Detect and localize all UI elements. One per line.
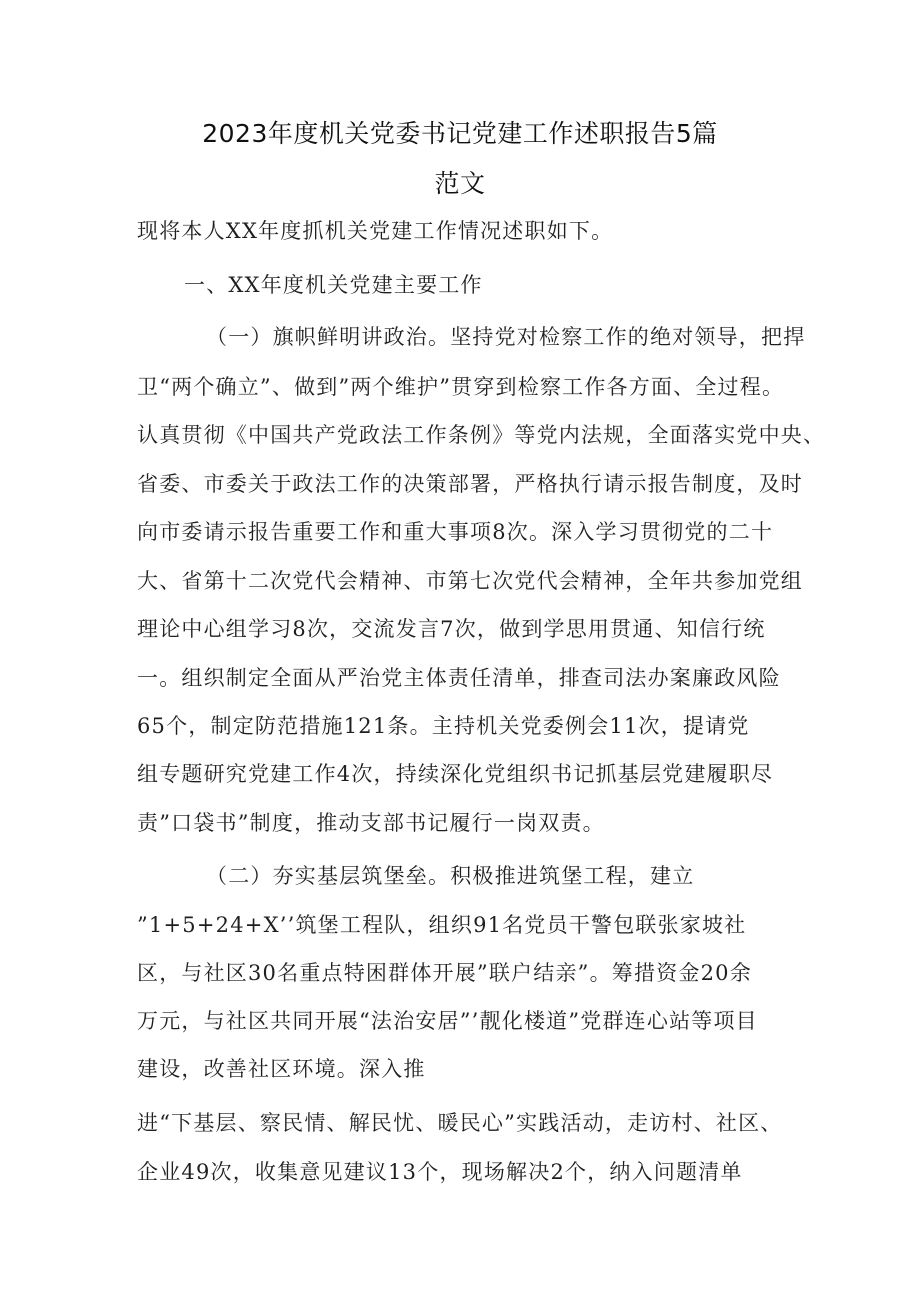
paragraph-line: 卫“两个确立”、做到”两个维护”贯穿到检察工作各方面、全过程。 bbox=[137, 375, 785, 399]
paragraph-line: 一。组织制定全面从严治党主体责任清单，排查司法办案廉政风险 bbox=[137, 666, 781, 690]
paragraph-line: 向市委请示报告重要工作和重大事项8次。深入学习贯彻党的二十 bbox=[137, 520, 774, 544]
paragraph-line: 责”口袋书”制度，推动支部书记履行一岗双责。 bbox=[137, 811, 605, 835]
paragraph-line: （二）夯实基层筑堡垒。积极推进筑堡工程，建立 bbox=[206, 864, 695, 888]
section-heading-1: 一、XX年度机关党建主要工作 bbox=[184, 273, 483, 297]
paragraph-line: 组专题研究党建工作4次，持续深化党组织书记抓基层党建履职尽 bbox=[137, 762, 774, 786]
document-title-line-2: 范文 bbox=[434, 169, 486, 198]
paragraph-intro: 现将本人XX年度抓机关党建工作情况述职如下。 bbox=[137, 219, 614, 243]
paragraph-line: 大、省第十二次党代会精神、市第七次党代会精神，全年共参加党组 bbox=[137, 569, 803, 593]
paragraph-line: （一）旗帜鲜明讲政治。坚持党对检察工作的绝对领导，把捍 bbox=[206, 325, 806, 349]
paragraph-line: 进“下基层、察民情、解民忧、暖民心”实践活动，走访村、社区、 bbox=[137, 1111, 783, 1135]
paragraph-line: 区，与社区30名重点特困群体开展”联户结亲”。筹措资金20余 bbox=[137, 961, 752, 985]
paragraph-line: ”1+5+24+X’’筑堡工程队，组织91名党员干警包联张家坡社 bbox=[137, 913, 747, 937]
document-title-line-1: 2023年度机关党委书记党建工作述职报告5篇 bbox=[202, 119, 718, 148]
paragraph-line: 认真贯彻《中国共产党政法工作条例》等党内法规，全面落实党中央、 bbox=[137, 423, 826, 447]
paragraph-line: 65个，制定防范措施121条。主持机关党委例会11次，提请党 bbox=[137, 714, 750, 738]
paragraph-line: 企业49次，收集意见建议13个，现场解决2个，纳入问题清单 bbox=[137, 1160, 743, 1184]
paragraph-line: 省委、市委关于政法工作的决策部署，严格执行请示报告制度，及时 bbox=[137, 472, 803, 496]
paragraph-line: 万元，与社区共同开展“法治安居”’靓化楼道”党群连心站等项目 bbox=[137, 1009, 758, 1033]
paragraph-line: 理论中心组学习8次，交流发言7次，做到学思用贯通、知信行统 bbox=[137, 617, 766, 641]
paragraph-line: 建设，改善社区环境。深入推 bbox=[137, 1057, 426, 1081]
